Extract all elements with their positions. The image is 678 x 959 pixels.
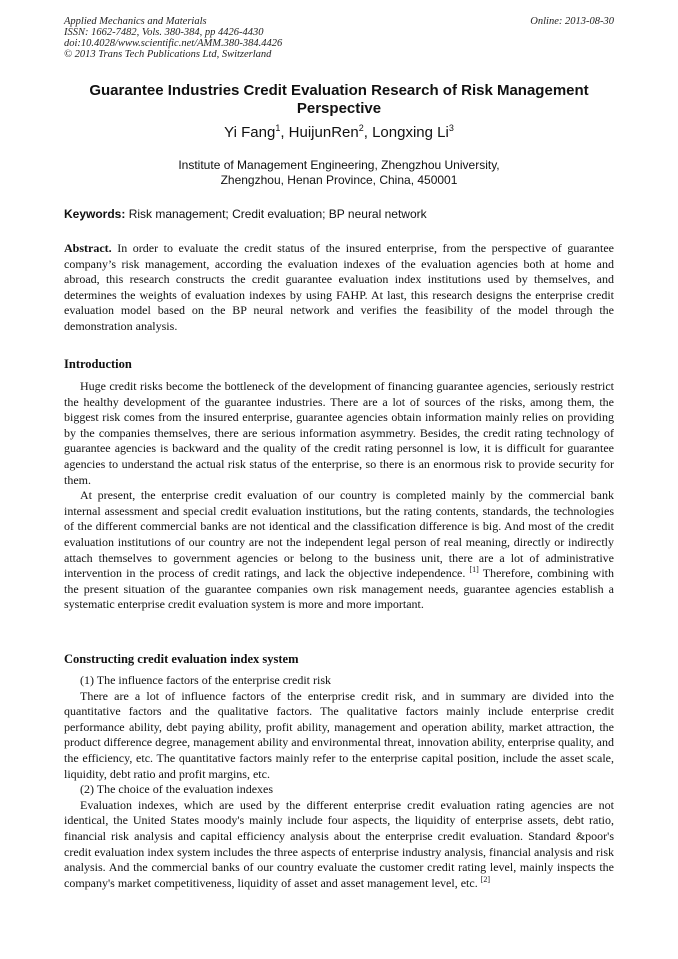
journal-issn: ISSN: 1662-7482, Vols. 380-384, pp 4426-4430 (64, 27, 264, 38)
author-separator: , (280, 124, 289, 141)
author-list (64, 124, 614, 142)
online-date: Online: 2013-08-30 (530, 16, 614, 27)
author-affiliation-mark: 3 (448, 123, 454, 133)
author-name: HuijunRen (288, 124, 359, 141)
subheading: (1) The influence factors of the enterprise credit risk (80, 673, 332, 687)
author-affiliation-mark: 2 (358, 123, 364, 133)
section-heading-constructing: Constructing credit evaluation index system (64, 652, 299, 666)
paragraph: Huge credit risks become the bottleneck of the development of financing guarantee agencies, seriously restrict the healthy development of the guarantee industries. There are a lot of sources of the risks, among them, the biggest risk comes from the insured enterprise, guarantee agencies obtain information mainly relies on providing by the companies themselves, there are serious information asymmetry. Besides, the credit rating technology of guarantee agencies is backward and the quality of the credit rating personnel is low, it is difficult for guarantee agencies to understand the actual risk status of the enterprise, so there is an enormous risk to provide security for them. (64, 379, 614, 487)
keywords (64, 207, 614, 221)
journal-name: Applied Mechanics and Materials (64, 16, 207, 27)
citation-ref: [1] (469, 565, 479, 575)
author-affiliation-mark: 1 (275, 123, 281, 133)
introduction-body (64, 379, 614, 613)
author-separator: , (363, 124, 373, 141)
constructing-body (64, 673, 614, 891)
section-heading-introduction: Introduction (64, 357, 132, 371)
journal-doi: doi:10.4028/www.scientific.net/AMM.380-384.4426 (64, 38, 283, 49)
citation-ref: [2] (480, 874, 491, 884)
abstract-label: Abstract. (64, 241, 112, 255)
affiliation (64, 158, 614, 188)
journal-copyright: © 2013 Trans Tech Publications Ltd, Switzerland (64, 49, 272, 60)
journal-header (64, 16, 282, 60)
abstract-text: In order to evaluate the credit status of the insured enterprise, from the perspective of guarantee company’s risk management, according the evaluation indexes of the evaluation agencies both at home and abroad, this research constructs the credit guarantee evaluation index institutions used by themselves, and determines the weights of evaluation indexes by using FAHP. At last, this research designs the enterprise credit evaluation model based on the BP neural network and verifies the feasibility of the model through the demonstration analysis. (64, 241, 614, 333)
affiliation-line: Zhengzhou, Henan Province, China, 450001 (220, 173, 458, 187)
author-name: Yi Fang (224, 124, 276, 141)
paper-title: Guarantee Industries Credit Evaluation Research of Risk Management Perspective (89, 82, 589, 117)
keywords-label: Keywords: (64, 207, 126, 221)
affiliation-line: Institute of Management Engineering, Zhengzhou University, (178, 158, 500, 172)
subheading: (2) The choice of the evaluation indexes (80, 782, 274, 797)
keywords-text: Risk management; Credit evaluation; BP neural network (125, 207, 427, 221)
paragraph: There are a lot of influence factors of the enterprise credit risk, and in summary are divided into the quantitative factors and the qualitative factors. The qualitative factors mainly include enterprise credit performance ability, debt paying ability, profit ability, management and operation ability, market attraction, the product difference degree, management ability and environmental threat, innovation ability, enterprise quality, and the efficiency, etc. The quantitative factors mainly refer to the enterprise capital position, include the asset scale, liquidity, debt ratio and profit margins, etc. (64, 688, 614, 781)
author-name: Longxing Li (372, 124, 449, 141)
paragraph: At present, the enterprise credit evaluation of our country is completed mainly by the commercial bank internal assessment and special credit evaluation institutions, but the rating contents, standards, the technologies of the different commercial banks are not identical and the classification difference is big. And most of the credit evaluation institutions of our country are not the independent legal person of real meaning, directly or indirectly attach themselves to government agencies or belong to the business unit, there are a lot of administrative intervention in the process of credit ratings, and lack the objective independence. [1] Therefore, combining with the present situation of the guarantee companies own risk management needs, guarantee agencies establish a systematic enterprise credit evaluation system is more and more important. (64, 488, 614, 612)
abstract (64, 241, 614, 335)
paragraph: Evaluation indexes, which are used by the different enterprise credit evaluation rating agencies are not identical, the United States moody's mainly include four aspects, the liquidity of enterprise assets, debt ratio, financial risk analysis and capital efficiency analysis about the enterprise credit evaluation. Standard &poor's credit evaluation index system includes the three aspects of enterprise industry analysis, financial analysis and risk analysis. And the commercial banks of our country evaluate the customer credit rating level, mainly inspects the company's market competitiveness, liquidity of asset and asset management level, etc. [2] (64, 797, 614, 890)
